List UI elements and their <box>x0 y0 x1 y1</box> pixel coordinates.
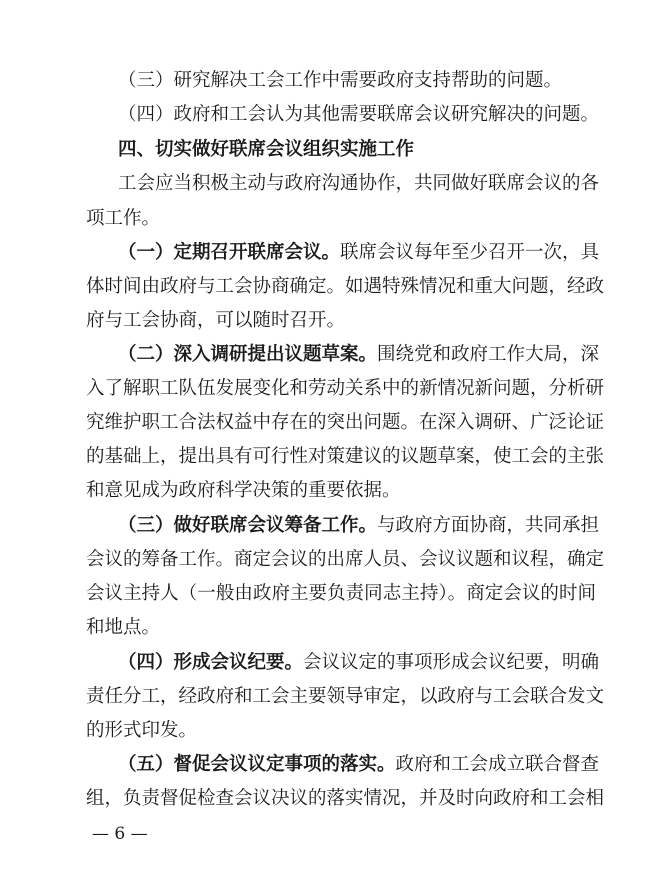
p1-line-3: 府与工会协商，可以随时召开。 <box>86 310 346 331</box>
p3-line-1 <box>118 514 600 538</box>
p1-line-2: 体时间由政府与工会协商确定。如遇特殊情况和重大问题，经政 <box>86 276 605 297</box>
intro-line-1: 工会应当积极主动与政府沟通协作，共同做好联席会议的各 <box>118 173 600 194</box>
p2-line-5: 和意见成为政府科学决策的重要依据。 <box>86 480 401 501</box>
p2-text: 围绕党和政府工作大局，深 <box>377 344 600 365</box>
p3-line-2: 会议的筹备工作。商定会议的出席人员、会议议题和议程，确定 <box>86 549 605 570</box>
p4-label: （四）形成会议纪要。 <box>118 652 304 673</box>
p2-line-4: 的基础上，提出具有可行性对策建议的议题草案，使工会的主张 <box>86 446 605 467</box>
p5-label: （五）督促会议议定事项的落实。 <box>118 754 396 775</box>
p2-label: （二）深入调研提出议题草案。 <box>118 344 378 365</box>
p4-line-2: 责任分工，经政府和工会主要领导审定，以政府与工会联合发文 <box>86 686 605 707</box>
p2-line-3: 究维护职工合法权益中存在的突出问题。在深入调研、广泛论证 <box>86 412 605 433</box>
section-heading: 四、切实做好联席会议组织实施工作 <box>118 139 415 160</box>
p5-line-1 <box>118 753 600 777</box>
p4-text: 会议议定的事项形成会议纪要，明确 <box>303 652 600 673</box>
p2-line-2: 入了解职工队伍发展变化和劳动关系中的新情况新问题，分析研 <box>86 378 605 399</box>
item-4: （四）政府和工会认为其他需要联席会议研究解决的问题。 <box>118 104 600 125</box>
p4-line-1 <box>118 651 600 675</box>
page-number: — 6 — <box>92 824 148 844</box>
intro-line-2: 项工作。 <box>86 208 161 229</box>
p1-text: 联席会议每年至少召开一次，具 <box>340 242 600 263</box>
p3-label: （三）做好联席会议筹备工作。 <box>118 515 378 536</box>
p3-text: 与政府方面协商，共同承担 <box>377 515 600 536</box>
p3-line-4: 和地点。 <box>86 617 161 638</box>
p2-line-1 <box>118 343 600 367</box>
p5-line-2: 组，负责督促检查会议决议的落实情况，并及时向政府和工会相 <box>86 788 605 809</box>
p1-line-1 <box>118 241 600 265</box>
p4-line-3: 的形式印发。 <box>86 720 198 741</box>
p3-line-3: 会议主持人（一般由政府主要负责同志主持）。商定会议的时间 <box>86 583 596 604</box>
p1-label: （一）定期召开联席会议。 <box>118 242 341 263</box>
p5-text: 政府和工会成立联合督查 <box>395 754 600 775</box>
item-3: （三）研究解决工会工作中需要政府支持帮助的问题。 <box>118 70 563 91</box>
